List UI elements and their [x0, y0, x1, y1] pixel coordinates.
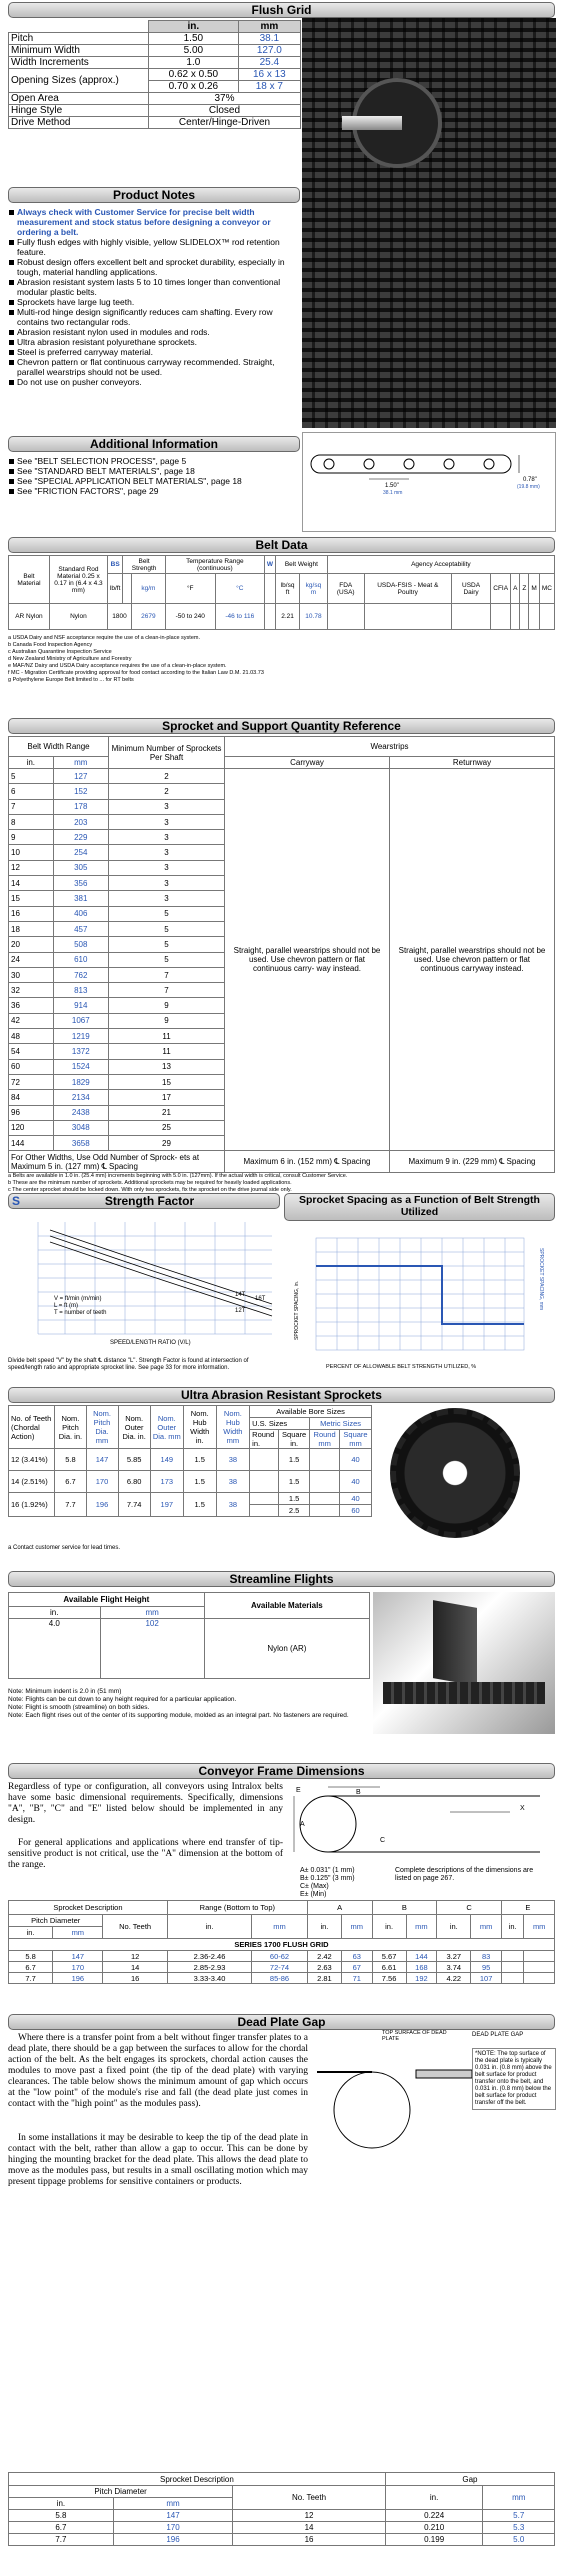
svg-text:X: X: [520, 1805, 525, 1812]
side-profile-drawing: [302, 432, 556, 532]
strength-factor-chart: [10, 1212, 280, 1362]
table-row: 5.8 147 12 2.36-2.46 60-62 2.42 63 5.67 144 3.27 83: [9, 1951, 555, 1962]
tolerance-caption: Complete descriptions of the dimensions are listed on page 267.: [395, 1867, 534, 1882]
spec-row: Opening Sizes (approx.) 0.62 x 0.50 16 x 13: [9, 69, 301, 81]
list-item: Chevron pattern or flat continuous carryway recommended. Straight, parallel wearstrips should not be used.: [8, 357, 300, 377]
table-row: 2.5 60: [9, 1505, 372, 1517]
table-row: 14 (2.51%) 6.7 170 6.80 173 1.5 38 1.5 40: [9, 1471, 372, 1493]
sprocket-spacing-title: Sprocket Spacing as a Function of Belt Strength Utilized: [284, 1193, 555, 1221]
list-item: Always check with Customer Service for precise belt width measurement and stock status before designing a conveyor or ordering a belt.: [8, 207, 300, 237]
belt-data-title: Belt Data: [8, 537, 555, 553]
frame-dimension-drawing: [290, 1782, 555, 1862]
additional-info-list: [8, 456, 300, 496]
table-row: 14 356 3: [9, 876, 555, 891]
pitch-dim-mm: 38.1 mm: [383, 490, 403, 496]
list-item: Abrasion resistant nylon used in modules and rods.: [8, 327, 300, 337]
x-axis-label: PERCENT OF ALLOWABLE BELT STRENGTH UTILIZED, %: [326, 1364, 477, 1370]
table-row: AR Nylon Nylon 1800 2679 -50 to 240 -46 to 116 2.21 10.78: [9, 604, 555, 630]
table-row: 6.7 170 14 0.210 5.3: [9, 2522, 555, 2534]
table-row: 36 914 9: [9, 998, 555, 1013]
list-item: Do not use on pusher conveyors.: [8, 377, 300, 387]
dead-plate-drawing: [312, 2030, 472, 2160]
legend-item: T = number of teeth: [54, 1310, 107, 1316]
table-row: 15 381 3: [9, 891, 555, 906]
sprocket-support-footnotes: a Belts are available in 1.0 in. (25.4 mm) increments beginning with 5.0 in. (127mm). If the actual width is critical, consult Customer Service. b These are the minimum number of sprockets. Additional sprockets may be required for heavily loaded applications. c The center sprocket should be locked down. With only two sprockets, fix the sprocket on the drive journal side only.: [8, 1173, 348, 1193]
list-item: See "SPECIAL APPLICATION BELT MATERIALS", page 18: [8, 476, 300, 486]
table-row: 20 508 5: [9, 937, 555, 952]
frame-paragraph-2: For general applications and applications where end transfer of tip-sensitive product is not critical, use the "A" dimension at the bottom of the range.: [8, 1838, 283, 1870]
frame-dimensions-table: Sprocket Description Range (Bottom to Top) A B C E Pitch Diameter No. Teeth in. mm in. mm in. mm in. mm in. mm in. mm SERIES 1700 FLUSH GRID 5.8 147 12 2.36-2.46 60-62 2.42 63 5.67 144 3.27 83 6.7 170 14 2.85-2.93 72-74 2.63 67 6.61 168 3.74 95 7.7 196 16 3.33-3.40 85-86 2.81 71 7.56 192 4.22 107: [8, 1900, 555, 1984]
list-item: Sprockets have large lug teeth.: [8, 297, 300, 307]
table-row: 144 3658 29: [9, 1136, 555, 1151]
shaft: [342, 116, 402, 130]
dead-plate-paragraph-2: In some installations it may be desirable to keep the tip of the dead plate in contact with the belt, rather than allow a gap to occur. This can be done by hinging the mounting bracket for the dead plate. This allows the dead plate to move as the modules pass, but results in a small oscillating motion which may present tippage problems for sensitive containers or products.: [8, 2133, 308, 2187]
spec-row: Minimum Width 5.00 127.0: [9, 45, 301, 57]
sprocket-spacing-chart: [286, 1228, 554, 1380]
sprocket-photo: [390, 1408, 520, 1538]
pitch-dim: 1.50": [385, 483, 399, 489]
table-row: 5 127 2 Straight, parallel wearstrips should not be used. Use chevron pattern or flat continuous carry- way instead. Straight, parallel wearstrips should not be used. Use chevron pattern or flat continuous carryway instead.: [9, 769, 555, 784]
dead-plate-label-gap: DEAD PLATE GAP: [472, 2032, 524, 2038]
tolerance-list: A± 0.031" (1 mm) B± 0.125" (3 mm) C± (Max) E± (Min): [300, 1867, 355, 1898]
list-item: Steel is preferred carryway material.: [8, 347, 300, 357]
flush-grid-spec-table: in. mm Pitch 1.50 38.1 Minimum Width 5.00 127.0 Width Increments 1.0 25.4 Opening Sizes (approx.) 0.62 x 0.50 16 x 13 0.70 x 0.26 18 x 7 Open Area 37% Hinge Style Closed Drive Method Center/Hinge-Driven: [8, 20, 301, 129]
curve-label: 12T: [235, 1308, 246, 1314]
table-row: 120 3048 25: [9, 1120, 555, 1135]
table-row: 60 1524 13: [9, 1059, 555, 1074]
legend-item: L = ft (m): [54, 1303, 78, 1309]
dead-plate-note: *NOTE: The top surface of the dead plate is typically 0.031 in. (0.8 mm) above the belt surface for product transfer onto the belt, and 0.031 in. (0.8 mm) below the belt surface for product transfer off the belt.: [472, 2048, 556, 2110]
dead-plate-paragraph: Where there is a transfer point from a belt without finger transfer plates to a dead plate, there should be a gap between the surfaces to allow for the chordal action of the belt. As the belt engages its sprockets, chordal action causes the modules to move past a fixed point (the tip of the dead plate) with varying clearances. The table below shows the minimum amount of gap which occurs at the "low point" of the module's rise and fall (the dead plate just comes in contact with the "high point" as the modules pass).: [8, 2033, 308, 2109]
strength-factor-title: S Strength Factor: [8, 1193, 280, 1209]
table-row: 54 1372 11: [9, 1044, 555, 1059]
curve-label: 14T: [235, 1292, 246, 1298]
dead-plate-gap-title: Dead Plate Gap: [8, 2014, 555, 2030]
list-item: Robust design offers excellent belt and sprocket durability, especially in tough, material handling applications.: [8, 257, 300, 277]
spec-row: 0.70 x 0.26 18 x 7: [9, 81, 301, 93]
flush-grid-title: Flush Grid: [8, 2, 555, 18]
flight-photo: [373, 1592, 555, 1734]
list-item: Multi-rod hinge design significantly reduces cam shafting. Every row contains two rectangular rods.: [8, 307, 300, 327]
table-row: 7 178 3: [9, 799, 555, 814]
svg-text:C: C: [380, 1837, 386, 1844]
x-axis-label: SPEED/LENGTH RATIO (V/L): [110, 1340, 191, 1346]
table-row: 7.7 196 16 3.33-3.40 85-86 2.81 71 7.56 192 4.22 107: [9, 1973, 555, 1984]
table-row: 42 1067 9: [9, 1013, 555, 1028]
flights-notes: Note: Minimum indent is 2.0 in (51 mm) Note: Flights can be cut down to any height required for a particular application. Note: Flight is smooth (streamline) on both sides. Note: Each flight rises out of the center of its supporting module, molded as an integral part. No fasteners are required.: [8, 1688, 349, 1719]
list-item: See "STANDARD BELT MATERIALS", page 18: [8, 466, 300, 476]
frame-paragraph: Regardless of type or configuration, all conveyors using Intralox belts have some basic dimensional requirements. Specifically, dimensions "A", "B", "C" and "E" listed below should be implemented in any design.: [8, 1782, 283, 1825]
product-notes-title: Product Notes: [8, 187, 300, 203]
table-row: 16 406 5: [9, 906, 555, 921]
sprocket-support-table: Belt Width Range Minimum Number of Sprockets Per Shaft Wearstrips in. mm Carryway Returnway 5 127 2 Straight, parallel wearstrips should not be used. Use chevron pattern or flat continuous carry- way instead. Straight, parallel wearstrips should not be used. Use chevron pattern or flat continuous carryway instead. 6 152 2 7 178 3 8 203 3 9 229 3 10 254 3 12 305 3 14 356 3 15 381 3 16 406 5 18 457 5 20 508 5 24 610 5 30 762 7 32 813 7 36 914 9 42 1067 9 48 1219 11 54 1372 11 60 1524 13 72 1829 15 84 2134 17 96 2438 21 120 3048 25 144 3658 29 For Other Widths, Use Odd Number of Sprock- ets at Maximum 5 in. (127 mm) ℄ Spacing Maximum 6 in. (152 mm) ℄ Spacing Maximum 9 in. (229 mm) ℄ Spacing: [8, 736, 555, 1173]
spec-row: Drive Method Center/Hinge-Driven: [9, 117, 301, 129]
belt-data-table: Belt Material Standard Rod Material 0.25 x 0.17 in (6.4 x 4.3 mm) BS Belt Strength Temperature Range (continuous) W Belt Weight Agency Acceptability lb/ft kg/m °F °C lb/sq ft kg/sq m FDA (USA) USDA-FSIS - Meat & Poultry USDA Dairy CFIA A Z M MC AR Nylon Nylon 1800 2679 -50 to 240 -46 to 116 2.21 10.78: [8, 555, 555, 630]
table-row: 18 457 5: [9, 921, 555, 936]
svg-text:E: E: [296, 1787, 301, 1794]
list-item: See "FRICTION FACTORS", page 29: [8, 486, 300, 496]
list-item: See "BELT SELECTION PROCESS", page 5: [8, 456, 300, 466]
table-row: 84 2134 17: [9, 1090, 555, 1105]
thickness-dim: 0.78": [523, 477, 537, 483]
flights-table: Available Flight Height Available Materials in. mm 4.0 102 Nylon (AR): [8, 1592, 370, 1679]
spec-row: Width Increments 1.0 25.4: [9, 57, 301, 69]
belt-data-footnotes: a USDA Dairy and NSF acceptance require the use of a clean-in-place system. b Canada Food Inspection Agency c Australian Quarantine Inspection Service d New Zealand Ministry of Agriculture and Forestry e MAF/NZ Dairy and USDA Dairy acceptance requires the use of a clean-in-place system. f MC - Migration Certificate providing approval for food contact according to the Italian Law D.M. 21.03.73 g Polyethylene Europe Belt limited to ... for RT belts: [8, 635, 264, 683]
list-item: Abrasion resistant system lasts 5 to 10 times longer than conventional modular plastic belts.: [8, 277, 300, 297]
table-row: 96 2438 21: [9, 1105, 555, 1120]
table-row: 6 152 2: [9, 784, 555, 799]
svg-text:B: B: [356, 1789, 361, 1796]
additional-info-title: Additional Information: [8, 436, 300, 452]
dead-plate-label-top: TOP SURFACE OF DEAD PLATE: [382, 2030, 447, 2042]
table-row: 32 813 7: [9, 983, 555, 998]
streamline-flights-title: Streamline Flights: [8, 1571, 555, 1587]
table-row: 5.8 147 12 0.224 5.7: [9, 2510, 555, 2522]
table-row: 10 254 3: [9, 845, 555, 860]
uar-footnote: a Contact customer service for lead times.: [8, 1545, 121, 1551]
table-row: 72 1829 15: [9, 1074, 555, 1089]
table-row: 48 1219 11: [9, 1029, 555, 1044]
strength-factor-caption: Divide belt speed "V" by the shaft ℄ distance "L". Strength Factor is found at intersection of speed/length ratio and appropriate sprocket line. See page 33 for more information.: [8, 1358, 249, 1371]
conveyor-frame-title: Conveyor Frame Dimensions: [8, 1763, 555, 1779]
legend-item: V = ft/min (m/min): [54, 1296, 102, 1302]
uar-sprockets-title: Ultra Abrasion Resistant Sprockets: [8, 1387, 555, 1403]
thickness-dim-mm: (19.8 mm): [517, 484, 540, 490]
table-row: 4.0 102 Nylon (AR): [9, 1619, 370, 1679]
table-row: 9 229 3: [9, 830, 555, 845]
svg-text:A: A: [300, 1821, 305, 1828]
spec-row: Open Area 37%: [9, 93, 301, 105]
table-row: 12 (3.41%) 5.8 147 5.85 149 1.5 38 1.5 40: [9, 1449, 372, 1471]
list-item: Fully flush edges with highly visible, yellow SLIDELOX™ rod retention feature.: [8, 237, 300, 257]
product-notes-list: [8, 207, 300, 387]
table-row: 12 305 3: [9, 860, 555, 875]
uar-sprockets-table: No. of Teeth (Chordal Action) Nom. Pitch Dia. in. Nom. Pitch Dia. mm Nom. Outer Dia. in. Nom. Outer Dia. mm Nom. Hub Width in. Nom. Hub Width mm Available Bore Sizes U.S. Sizes Metric Sizes Round in. Square in. Round mm Square mm 12 (3.41%) 5.8 147 5.85 149 1.5 38 1.5 40 14 (2.51%) 6.7 170 6.80 173 1.5 38 1.5 40 16 (1.92%) 7.7 196 7.74 197 1.5 38 1.5 40 2.5 60: [8, 1405, 372, 1517]
curve-label: 16T: [255, 1296, 266, 1302]
sprocket-support-title: Sprocket and Support Quantity Reference: [8, 718, 555, 734]
spec-row: Pitch 1.50 38.1: [9, 33, 301, 45]
belt-photo: [302, 18, 556, 428]
table-row: 8 203 3: [9, 814, 555, 829]
table-row: 30 762 7: [9, 967, 555, 982]
table-row: 6.7 170 14 2.85-2.93 72-74 2.63 67 6.61 168 3.74 95: [9, 1962, 555, 1973]
table-row: 24 610 5: [9, 952, 555, 967]
dead-plate-table: Sprocket Description Gap Pitch Diameter No. Teeth in. mm in. mm 5.8 147 12 0.224 5.7 6.7 170 14 0.210 5.3 7.7 196 16 0.199 5.0: [8, 2472, 555, 2546]
table-row: 7.7 196 16 0.199 5.0: [9, 2534, 555, 2546]
y2-axis-label: SPROCKET SPACING, mm: [538, 1248, 544, 1311]
y-axis-label: SPROCKET SPACING, in.: [294, 1281, 300, 1340]
table-row: 16 (1.92%) 7.7 196 7.74 197 1.5 38 1.5 40: [9, 1493, 372, 1505]
spec-row: Hinge Style Closed: [9, 105, 301, 117]
list-item: Ultra abrasion resistant polyurethane sprockets.: [8, 337, 300, 347]
